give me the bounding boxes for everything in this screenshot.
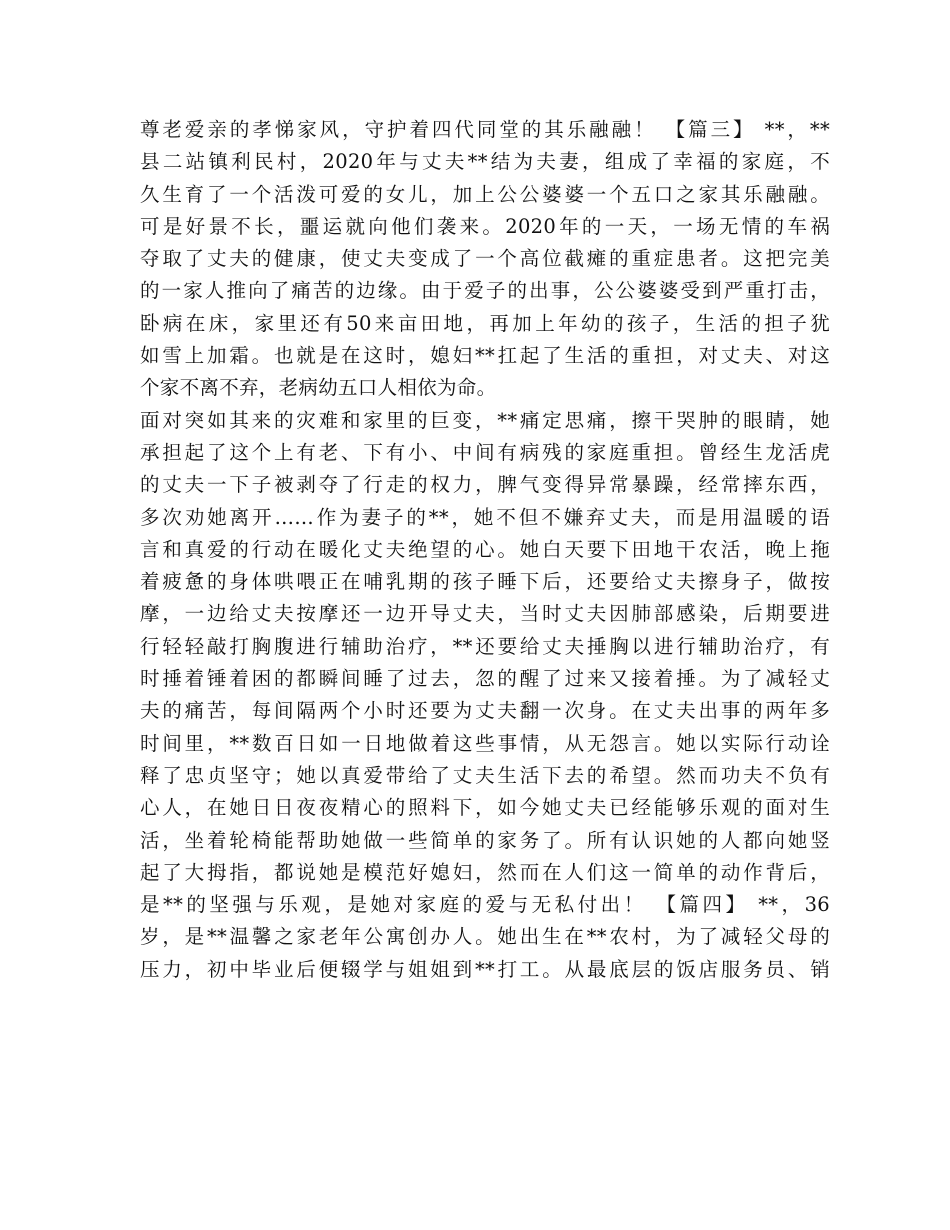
text-line: 言和真爱的行动在暖化丈夫绝望的心。她白天要下田地干农活，晚上拖 [140,537,830,561]
text-line: 承担起了这个上有老、下有小、中间有病残的家庭重担。曾经生龙活虎 [140,440,830,464]
text-line: 县二站镇利民村，2020年与丈夫**结为夫妻，组成了幸福的家庭，不 [140,150,830,174]
text-line: 久生育了一个活泼可爱的女儿，加上公公婆婆一个五口之家其乐融融。 [140,182,830,206]
text-line: 夺取了丈夫的健康，使丈夫变成了一个高位截瘫的重症患者。这把完美 [140,247,830,271]
text-line: 可是好景不长，噩运就向他们袭来。2020年的一天，一场无情的车祸 [140,214,830,238]
text-line: 尊老爱亲的孝悌家风，守护着四代同堂的其乐融融！ 【篇三】 **，** [140,118,830,141]
text-line: 行轻轻敲打胸腹进行辅助治疗，**还要给丈夫捶胸以进行辅助治疗，有 [140,634,830,658]
text-line: 着疲惫的身体哄喂正在哺乳期的孩子睡下后，还要给丈夫擦身子，做按 [140,570,830,594]
text-line: 摩，一边给丈夫按摩还一边开导丈夫，当时丈夫因肺部感染，后期要进 [140,602,830,626]
text-line: 多次劝她离开……作为妻子的**，她不但不嫌弃丈夫，而是用温暖的语 [140,505,830,529]
text-line: 时捶着锤着困的都瞬间睡了过去，忽的醒了过来又接着捶。为了减轻丈 [140,667,830,691]
text-line: 是**的坚强与乐观，是她对家庭的爱与无私付出！ 【篇四】 **，36 [140,893,830,917]
text-line: 夫的痛苦，每间隔两个小时还要为丈夫翻一次身。在丈夫出事的两年多 [140,699,830,723]
text-line: 起了大拇指，都说她是模范好媳妇，然而在人们这一简单的动作背后， [140,860,830,884]
text-line: 卧病在床，家里还有50来亩田地，再加上年幼的孩子，生活的担子犹 [140,311,830,335]
text-line: 心人，在她日日夜夜精心的照料下，如今她丈夫已经能够乐观的面对生 [140,796,830,820]
text-line: 的一家人推向了痛苦的边缘。由于爱子的出事，公公婆婆受到严重打击， [140,279,830,303]
text-line: 释了忠贞坚守；她以真爱带给了丈夫生活下去的希望。然而功夫不负有 [140,763,830,787]
text-line: 个家不离不弃，老病幼五口人相依为命。 [140,376,497,400]
text-line: 的丈夫一下子被剥夺了行走的权力，脾气变得异常暴躁，经常摔东西， [140,473,830,497]
text-line: 活，坐着轮椅能帮助她做一些简单的家务了。所有认识她的人都向她竖 [140,828,830,852]
text-line: 岁，是**温馨之家老年公寓创办人。她出生在**农村，为了减轻父母的 [140,925,830,949]
body-text [140,114,830,986]
text-line: 面对突如其来的灾难和家里的巨变，**痛定思痛，擦干哭肿的眼睛，她 [140,408,830,432]
text-line: 如雪上加霜。也就是在这时，媳妇**扛起了生活的重担，对丈夫、对这 [140,344,830,368]
text-line: 时间里，**数百日如一日地做着这些事情，从无怨言。她以实际行动诠 [140,731,830,755]
text-line: 压力，初中毕业后便辍学与姐姐到**打工。从最底层的饭店服务员、销 [140,957,830,981]
